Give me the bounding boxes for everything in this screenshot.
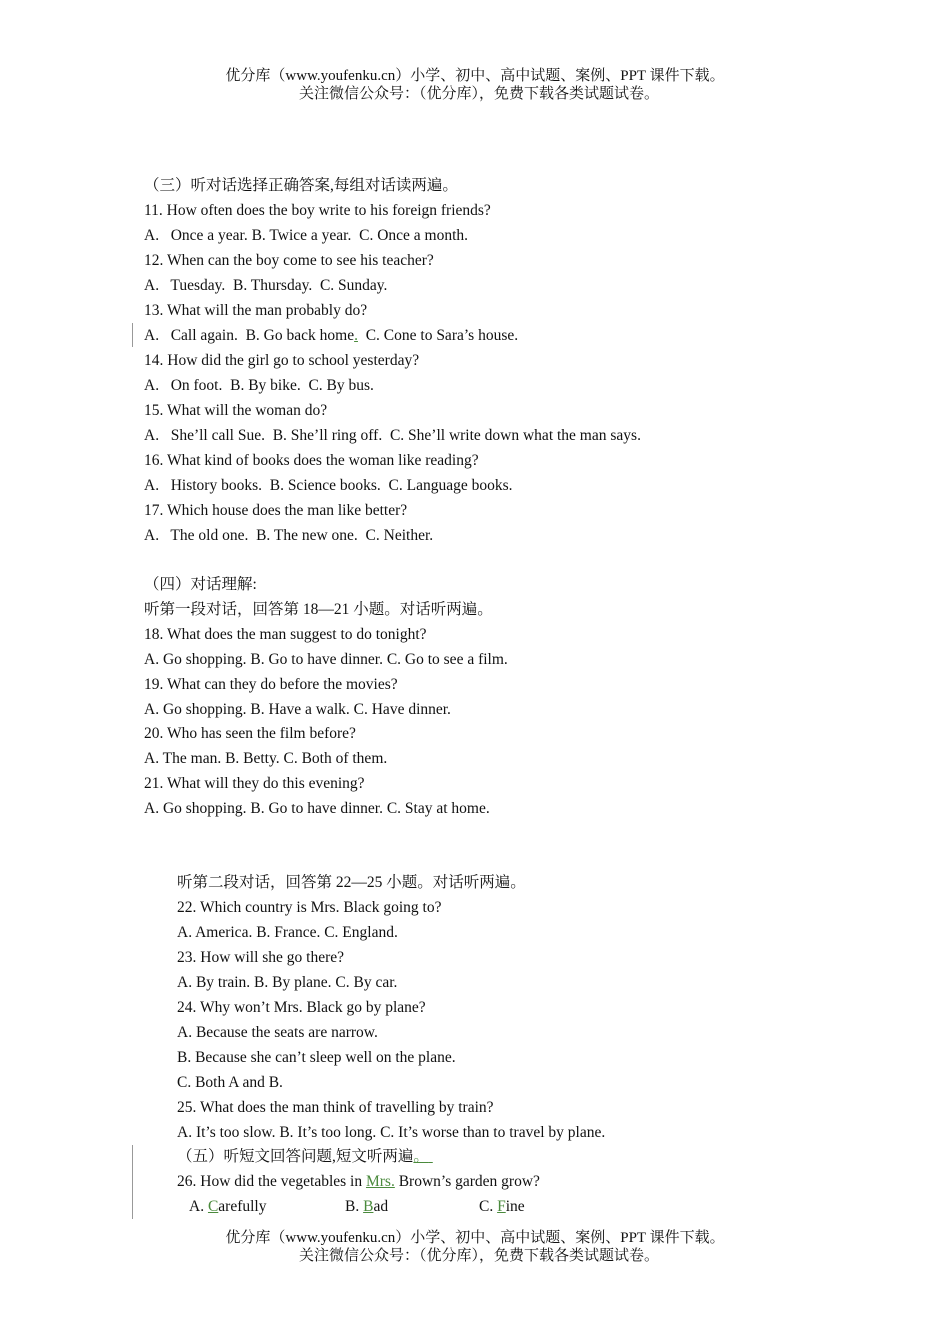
page-footer — [0, 1229, 950, 1265]
option-text: arefully — [218, 1198, 267, 1215]
revised-word: Mrs. — [365, 1173, 395, 1190]
dialogue-1-intro: 听第一段对话，回答第 18—21 小题。对话听两遍。 — [144, 601, 493, 618]
answer-16: A. History books. B. Science books. C. Language books. — [144, 477, 513, 494]
answer-25: A. It’s too slow. B. It’s too long. C. It’s worse than to travel by plane. — [177, 1124, 606, 1141]
answer-14: A. On foot. B. By bike. C. By bus. — [144, 377, 374, 394]
option-text: ad — [373, 1198, 389, 1215]
change-bar — [132, 323, 133, 347]
revised-letter: C — [207, 1198, 219, 1215]
answer-17: A. The old one. B. The new one. C. Neither. — [144, 527, 434, 544]
question-15: 15. What will the woman do? — [144, 402, 328, 419]
answer-11: A. Once a year. B. Twice a year. C. Once a month. — [144, 227, 469, 244]
answer-12: A. Tuesday. B. Thursday. C. Sunday. — [144, 277, 388, 294]
question-21: 21. What will they do this evening? — [144, 775, 365, 792]
footer-line-1: 优分库（www.youfenku.cn）小学、初中、高中试题、案例、PPT 课件下载。 — [225, 1230, 725, 1246]
answer-15: A. She’ll call Sue. B. She’ll ring off. C. She’ll write down what the man says. — [144, 427, 641, 444]
question-20: 20. Who has seen the film before? — [144, 725, 356, 742]
option-label: A. — [189, 1198, 208, 1215]
option-26-b — [345, 1197, 388, 1217]
answer-13 — [144, 326, 518, 346]
option-text: ine — [505, 1198, 525, 1215]
answer-18: A. Go shopping. B. Go to have dinner. C. Go to see a film. — [144, 651, 508, 668]
question-22: 22. Which country is Mrs. Black going to? — [177, 899, 442, 916]
section-4-title: （四）对话理解: — [144, 576, 257, 593]
answer-13-part1: A. Call again. B. Go back home — [144, 327, 355, 344]
question-26-pre: 26. How did the vegetables in — [177, 1173, 366, 1190]
answer-19: A. Go shopping. B. Have a walk. C. Have dinner. — [144, 701, 451, 718]
answer-22: A. America. B. France. C. England. — [177, 924, 398, 941]
dialogue-2-intro: 听第二段对话，回答第 22—25 小题。对话听两遍。 — [177, 874, 526, 891]
answer-24-b: B. Because she can’t sleep well on the plane. — [177, 1049, 456, 1066]
section-5-title — [177, 1147, 433, 1167]
question-16: 16. What kind of books does the woman like reading? — [144, 452, 479, 469]
option-26-a — [189, 1197, 267, 1217]
question-14: 14. How did the girl go to school yesterday? — [144, 352, 420, 369]
answer-23: A. By train. B. By plane. C. By car. — [177, 974, 398, 991]
revision-mark: 。 — [413, 1148, 429, 1165]
question-26-post: Brown’s garden grow? — [394, 1173, 540, 1190]
header-line-2: 关注微信公众号：（优分库），免费下载各类试题试卷。 — [298, 86, 659, 102]
option-26-c — [479, 1197, 525, 1217]
question-23: 23. How will she go there? — [177, 949, 345, 966]
revision-mark: . — [354, 327, 358, 344]
question-25: 25. What does the man think of travelling by train? — [177, 1099, 494, 1116]
question-11: 11. How often does the boy write to his foreign friends? — [144, 202, 491, 219]
question-24: 24. Why won’t Mrs. Black go by plane? — [177, 999, 426, 1016]
section-5-title-text: （五）听短文回答问题,短文听两遍 — [177, 1148, 414, 1165]
answer-24-a: A. Because the seats are narrow. — [177, 1024, 378, 1041]
question-17: 17. Which house does the man like better? — [144, 502, 408, 519]
answer-13-part2: C. Cone to Sara’s house. — [357, 327, 519, 344]
option-label: B. — [345, 1198, 364, 1215]
question-26 — [177, 1172, 540, 1192]
change-bar — [132, 1145, 133, 1219]
answer-20: A. The man. B. Betty. C. Both of them. — [144, 750, 388, 767]
revised-letter: B — [363, 1198, 374, 1215]
option-label: C. — [479, 1198, 498, 1215]
footer-line-2: 关注微信公众号：（优分库），免费下载各类试题试卷。 — [298, 1248, 659, 1264]
section-3-title: （三）听对话选择正确答案,每组对话读两遍。 — [144, 177, 458, 194]
question-18: 18. What does the man suggest to do tonight? — [144, 626, 427, 643]
answer-24-c: C. Both A and B. — [177, 1074, 283, 1091]
question-19: 19. What can they do before the movies? — [144, 676, 398, 693]
answer-21: A. Go shopping. B. Go to have dinner. C. Stay at home. — [144, 800, 490, 817]
revised-letter: F — [497, 1198, 506, 1215]
header-line-1: 优分库（www.youfenku.cn）小学、初中、高中试题、案例、PPT 课件下载。 — [225, 68, 725, 84]
question-12: 12. When can the boy come to see his teacher? — [144, 252, 434, 269]
question-13: 13. What will the man probably do? — [144, 302, 368, 319]
page-header — [0, 67, 950, 103]
